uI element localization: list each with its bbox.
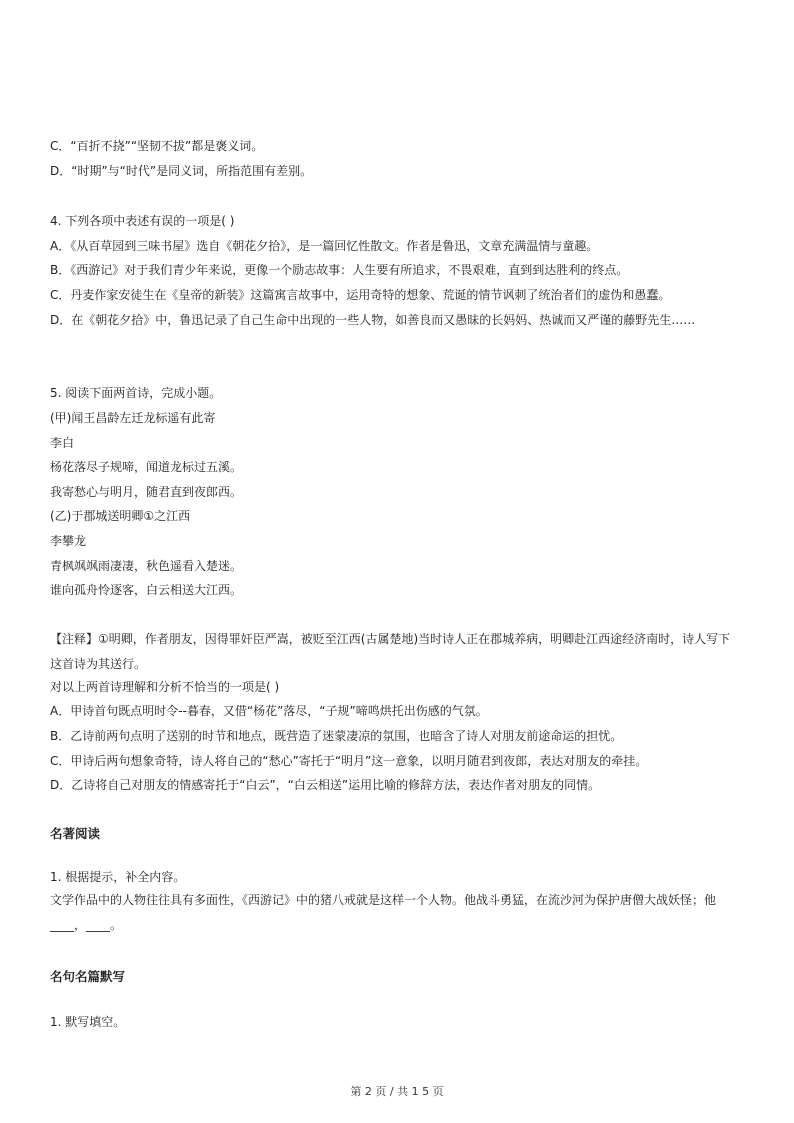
poem-1-line-1: 杨花落尽子规啼，闻道龙标过五溪。 (50, 460, 243, 474)
poem-2-title: (乙)于郡城送明卿①之江西 (50, 509, 191, 523)
quotes-question-1-stem: 1. 默写填空。 (50, 1015, 126, 1029)
option-d-previous: D．“时期”与“时代”是同义词，所指范围有差别。 (50, 164, 313, 178)
question-4-option-d: D．在《朝花夕拾》中，鲁迅记录了自己生命中出现的一些人物，如善良而又愚昧的长妈妈、热诚而又严谨的藤野先生…… (50, 313, 696, 327)
classics-question-1-body: 文学作品中的人物往往具有多面性，《西游记》中的猪八戒就是这样一个人物。他战斗勇猛，在流沙河为保护唐僧大战妖怪；他____，____。 (50, 893, 717, 932)
question-4-option-c: C．丹麦作家安徒生在《皇帝的新装》这篇寓言故事中，运用奇特的想象、荒诞的情节讽刺了统治者们的虚伪和愚蠢。 (50, 288, 671, 302)
page-footer: 第 2 页 / 共 1 5 页 (350, 1085, 444, 1098)
poem-2-author: 李攀龙 (50, 534, 87, 548)
question-5-ask: 对以上两首诗理解和分析不恰当的一项是( ) (50, 680, 280, 694)
question-4-option-a: A．《从百草园到三味书屋》选自《朝花夕拾》，是一篇回忆性散文。作者是鲁迅，文章充满温情与童趣。 (50, 239, 599, 253)
classics-question-1-stem: 1. 根据提示，补全内容。 (50, 870, 186, 884)
section-heading-famous-quotes: 名句名篇默写 (50, 969, 126, 984)
question-5-option-b: B．乙诗前两句点明了送别的时节和地点，既营造了迷蒙凄凉的氛围，也暗含了诗人对朋友前途命运的担忧。 (50, 729, 623, 743)
poem-1-title: (甲)闻王昌龄左迁龙标遥有此寄 (50, 411, 216, 425)
option-c-previous: C．“百折不挠”“坚韧不拔”都是褒义词。 (50, 139, 264, 153)
poem-1-author: 李白 (50, 436, 75, 450)
question-5-stem: 5. 阅读下面两首诗，完成小题。 (50, 386, 222, 400)
question-4-stem: 4. 下列各项中表述有误的一项是( ) (50, 214, 235, 228)
question-5-option-d: D．乙诗将自己对朋友的情感寄托于“白云”，“白云相送”运用比喻的修辞方法，表达作者对朋友的同情。 (50, 778, 601, 792)
section-heading-classics-reading: 名著阅读 (50, 826, 101, 841)
poem-2-line-2: 谁向孤舟怜逐客，白云相送大江西。 (50, 583, 243, 597)
question-5-option-a: A．甲诗首句既点明时令--暮春，又借“杨花”落尽，“子规”啼鸣烘托出伤感的气氛。 (50, 704, 488, 718)
annotation-note: 【注释】①明卿，作者朋友，因得罪奸臣严嵩，被贬至江西(古属楚地)当时诗人正在郡城养病，明卿赴江西途经济南时，诗人写下这首诗为其送行。 (50, 632, 731, 671)
question-4-option-b: B．《西游记》对于我们青少年来说，更像一个励志故事：人生要有所追求，不畏艰难，直到到达胜利的终点。 (50, 263, 629, 277)
poem-2-line-1: 青枫飒飒雨凄凄，秋色遥看入楚迷。 (50, 559, 243, 573)
question-5-option-c: C．甲诗后两句想象奇特，诗人将自己的“愁心”寄托于“明月”这一意象，以明月随君到夜郎，表达对朋友的牵挂。 (50, 754, 648, 768)
poem-1-line-2: 我寄愁心与明月，随君直到夜郎西。 (50, 485, 243, 499)
